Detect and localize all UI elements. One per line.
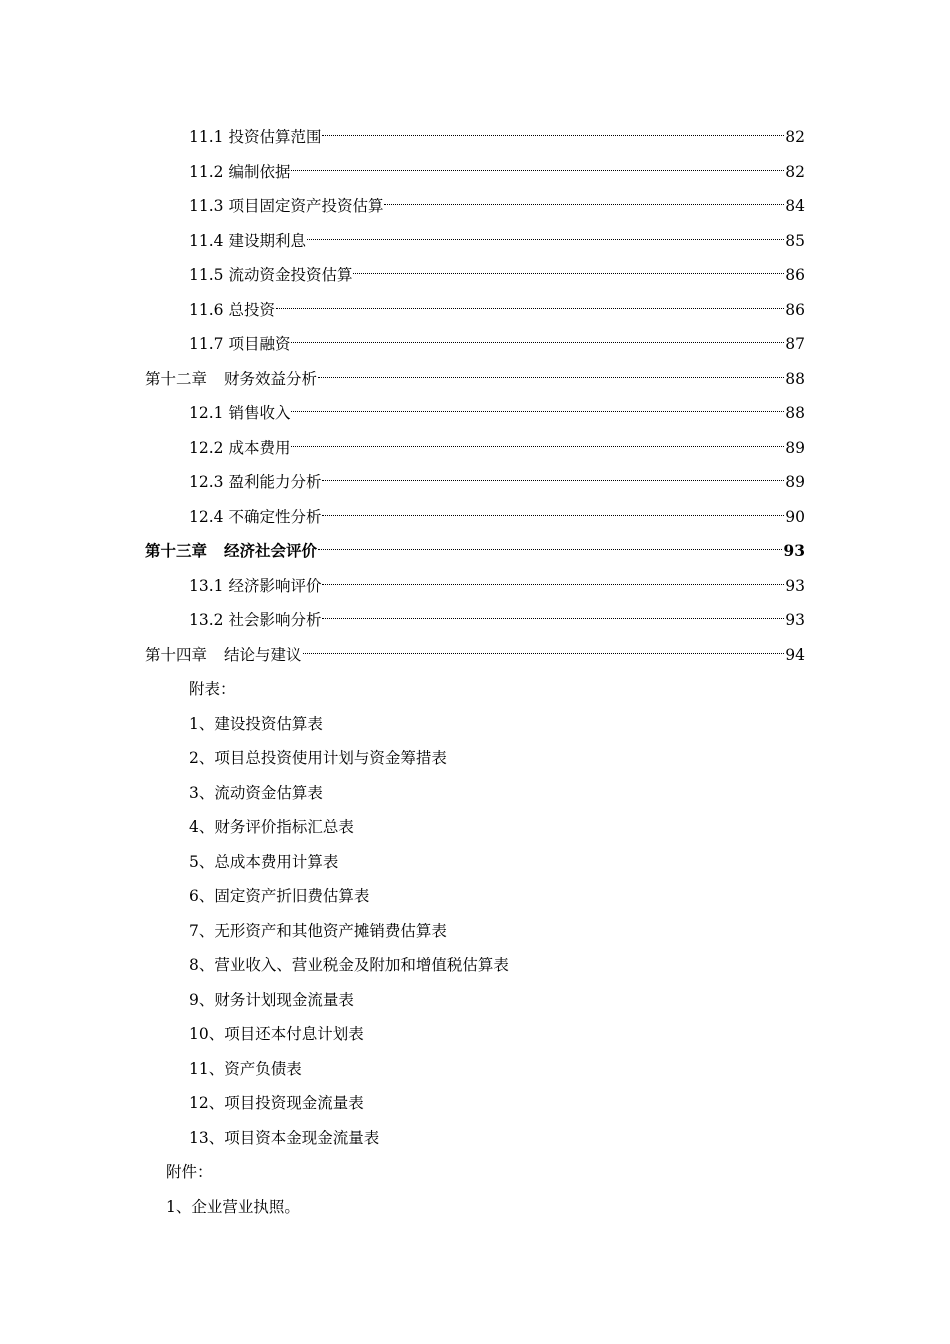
appendix-table-item: 7、无形资产和其他资产摊销费估算表 — [189, 921, 447, 940]
toc-page-number: 90 — [785, 507, 805, 526]
appendix-table-item: 1、建设投资估算表 — [189, 714, 323, 733]
toc-chapter-title: 财务效益分析 — [224, 369, 318, 388]
toc-entry-label: 13.1 经济影响评价 — [189, 576, 322, 595]
toc-dot-leader — [307, 239, 784, 240]
toc-chapter-title: 经济社会评价 — [224, 541, 318, 560]
toc-dot-leader — [276, 308, 784, 309]
appendix-table-item: 2、项目总投资使用计划与资金筹措表 — [189, 749, 447, 767]
toc-dot-leader — [322, 515, 784, 516]
toc-page-number: 89 — [785, 438, 805, 457]
toc-chapter-title: 结论与建议 — [224, 645, 302, 664]
toc-section-entry[interactable] — [189, 603, 805, 638]
toc-entry-label — [145, 534, 317, 569]
toc-dot-leader — [322, 584, 784, 585]
toc-entry-label: 11.6 总投资 — [189, 300, 275, 319]
toc-page-number: 82 — [785, 162, 805, 181]
toc-entry-label: 11.3 项目固定资产投资估算 — [189, 197, 384, 215]
toc-page-number: 86 — [785, 266, 805, 284]
toc-dot-leader — [322, 480, 784, 481]
toc-entry-label: 13.2 社会影响分析 — [189, 611, 322, 629]
toc-page-number: 84 — [785, 197, 805, 215]
toc-section-entry[interactable] — [189, 155, 805, 190]
appendix-table-item: 5、总成本费用计算表 — [189, 852, 339, 871]
toc-chapter-entry[interactable] — [145, 362, 805, 397]
toc-dot-leader — [291, 170, 784, 171]
appendix-table-item: 9、财务计划现金流量表 — [189, 990, 354, 1009]
appendix-table-item: 4、财务评价指标汇总表 — [189, 818, 354, 836]
toc-entry-label: 11.2 编制依据 — [189, 162, 291, 181]
appendix-table-item: 12、项目投资现金流量表 — [189, 1094, 364, 1112]
toc-chapter-number: 第十四章 — [145, 645, 208, 664]
attachments-heading: 附件： — [166, 1163, 213, 1181]
toc-dot-leader — [303, 653, 785, 654]
toc-dot-leader — [318, 549, 782, 550]
toc-page-number: 88 — [785, 369, 805, 388]
toc-entry-label: 12.2 成本费用 — [189, 438, 291, 457]
appendix-table-item: 10、项目还本付息计划表 — [189, 1025, 364, 1043]
toc-dot-leader — [353, 273, 784, 274]
toc-page-number: 85 — [785, 231, 805, 250]
toc-entry-label: 12.1 销售收入 — [189, 404, 291, 422]
toc-page-number: 86 — [785, 300, 805, 319]
toc-entry-label: 12.3 盈利能力分析 — [189, 473, 322, 491]
toc-dot-leader — [322, 618, 784, 619]
toc-entry-label: 11.5 流动资金投资估算 — [189, 266, 353, 284]
toc-entry-label — [145, 638, 302, 673]
toc-dot-leader — [384, 204, 784, 205]
toc-page-number: 89 — [785, 473, 805, 491]
toc-page-number: 93 — [785, 611, 805, 629]
toc-dot-leader — [291, 446, 784, 447]
toc-page-number: 93 — [783, 541, 805, 560]
toc-section-entry[interactable] — [189, 396, 805, 431]
attachment-item: 1、企业营业执照。 — [166, 1197, 300, 1216]
toc-entry-label: 12.4 不确定性分析 — [189, 507, 322, 526]
toc-page-number: 94 — [785, 645, 805, 664]
toc-page-number: 87 — [785, 335, 805, 353]
toc-dot-leader — [291, 411, 784, 412]
table-of-contents — [0, 120, 950, 672]
toc-entry-label: 11.4 建设期利息 — [189, 231, 306, 250]
appendix-table-item: 13、项目资本金现金流量表 — [189, 1128, 380, 1147]
appendix-table-item: 6、固定资产折旧费估算表 — [189, 887, 370, 905]
toc-section-entry[interactable] — [189, 327, 805, 362]
toc-section-entry[interactable] — [189, 224, 805, 259]
toc-chapter-number: 第十三章 — [145, 541, 208, 560]
appendix-table-item: 3、流动资金估算表 — [189, 783, 323, 802]
toc-section-entry[interactable] — [189, 569, 805, 604]
toc-section-entry[interactable] — [189, 465, 805, 500]
toc-entry-label — [145, 362, 317, 397]
toc-chapter-entry[interactable] — [145, 638, 805, 673]
toc-page-number: 93 — [785, 576, 805, 595]
appendix-table-item: 8、营业收入、营业税金及附加和增值税估算表 — [189, 956, 509, 974]
appendix-tables-list — [0, 672, 950, 1155]
toc-dot-leader — [322, 135, 784, 136]
toc-section-entry[interactable] — [189, 500, 805, 535]
toc-dot-leader — [291, 342, 784, 343]
appendix-table-item: 11、资产负债表 — [189, 1059, 302, 1078]
toc-section-entry[interactable] — [189, 293, 805, 328]
toc-section-entry[interactable] — [189, 258, 805, 293]
appendix-tables-heading: 附表： — [189, 680, 236, 698]
toc-entry-label: 11.1 投资估算范围 — [189, 128, 322, 146]
toc-section-entry[interactable] — [189, 189, 805, 224]
toc-section-entry[interactable] — [189, 431, 805, 466]
toc-page-number: 82 — [785, 128, 805, 146]
attachments-list — [0, 1155, 950, 1224]
toc-section-entry[interactable] — [189, 120, 805, 155]
toc-dot-leader — [318, 377, 784, 378]
toc-entry-label: 11.7 项目融资 — [189, 335, 291, 353]
toc-page-number: 88 — [785, 404, 805, 422]
toc-chapter-number: 第十二章 — [145, 369, 208, 388]
toc-chapter-entry[interactable] — [145, 534, 805, 569]
